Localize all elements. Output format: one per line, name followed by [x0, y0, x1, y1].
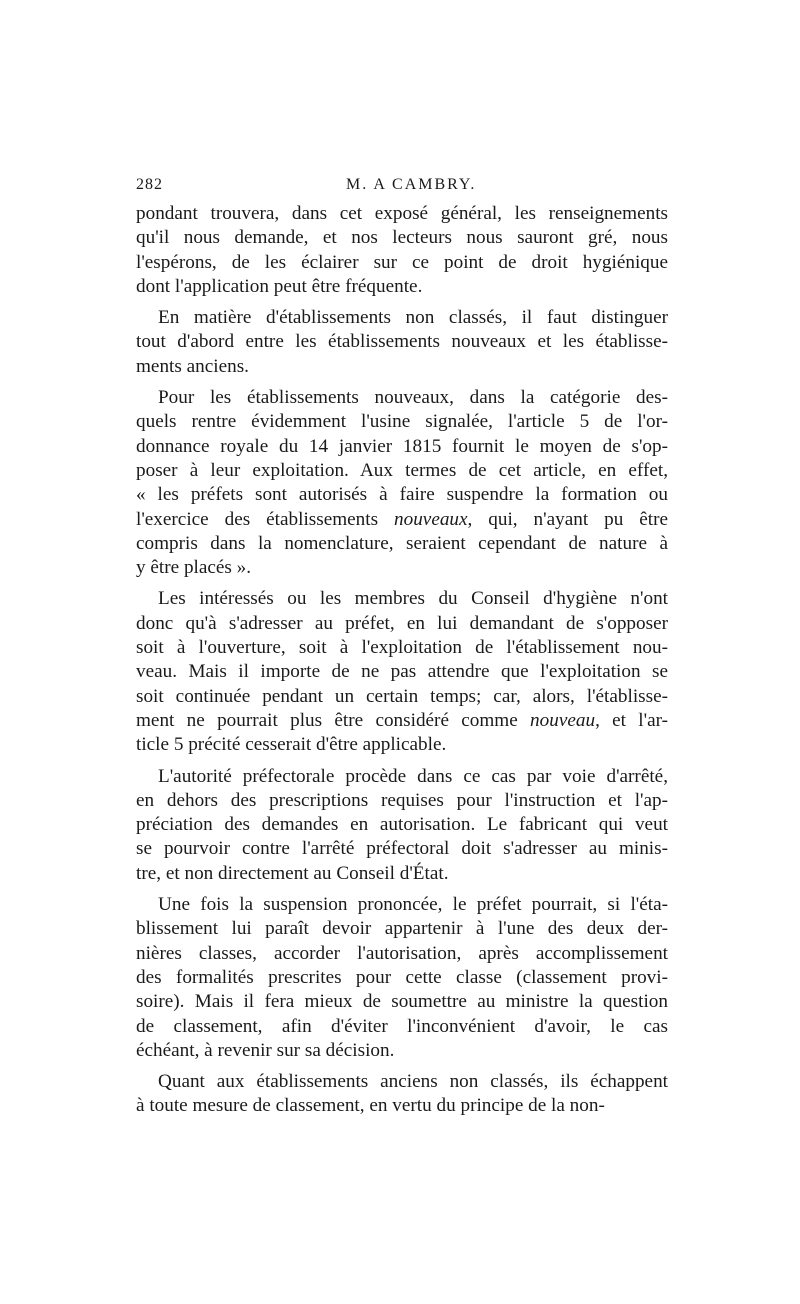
text-line: l'espérons, de les éclairer sur ce point de droit hygiénique: [136, 251, 668, 273]
running-title: M. A CAMBRY.: [346, 176, 477, 193]
text-line: ticle 5 précité cesserait d'être applicable.: [136, 734, 447, 756]
text-line: soit continuée pendant un certain temps; car, alors, l'établisse-: [136, 685, 668, 707]
text-line: donnance royale du 14 janvier 1815 fournit le moyen de s'op-: [136, 435, 668, 457]
text-line: l'exercice des établissements nouveaux, qui, n'ayant pu être: [136, 508, 668, 530]
text-line: ments anciens.: [136, 355, 249, 377]
text-line: à toute mesure de classement, en vertu du principe de la non-: [136, 1095, 605, 1117]
page: [136, 176, 668, 1126]
text-line: soit à l'ouverture, soit à l'exploitation de l'établissement nou-: [136, 637, 668, 659]
text-line: poser à leur exploitation. Aux termes de cet article, en effet,: [136, 459, 668, 481]
text-line: soire). Mais il fera mieux de soumettre au ministre la question: [136, 991, 668, 1013]
text-line: dont l'application peut être fréquente.: [136, 275, 423, 297]
paragraph: [136, 893, 668, 1063]
text-line: qu'il nous demande, et nos lecteurs nous sauront gré, nous: [136, 227, 668, 249]
paragraph: [136, 202, 668, 299]
text-line: nières classes, accorder l'autorisation, après accomplissement: [136, 942, 668, 964]
paragraph: [136, 386, 668, 580]
text-line: préciation des demandes en autorisation. Le fabricant qui veut: [136, 814, 668, 836]
text-line: y être placés ».: [136, 557, 252, 579]
text-line: pondant trouvera, dans cet exposé général, les renseignements: [136, 203, 668, 224]
body-text: [136, 202, 668, 1119]
text-line: L'autorité préfectorale procède dans ce cas par voie d'arrêté,: [158, 765, 668, 787]
text-line: veau. Mais il importe de ne pas attendre que l'exploitation se: [136, 661, 668, 683]
paragraph: [136, 587, 668, 757]
text-line: échéant, à revenir sur sa décision.: [136, 1039, 395, 1061]
text-line: « les préfets sont autorisés à faire suspendre la formation ou: [136, 484, 668, 506]
text-line: quels rentre évidemment l'usine signalée, l'article 5 de l'or-: [136, 411, 668, 433]
text-line: en dehors des prescriptions requises pour l'instruction et l'ap-: [136, 789, 668, 811]
emphasis: nouveaux: [394, 508, 468, 530]
emphasis: nouveau: [530, 709, 596, 731]
text-line: tout d'abord entre les établissements nouveaux et les établisse-: [136, 331, 668, 353]
paragraph: [136, 765, 668, 886]
text-line: tre, et non directement au Conseil d'État.: [136, 862, 449, 884]
text-line: Les intéressés ou les membres du Conseil d'hygiène n'ont: [158, 588, 668, 610]
text-line: blissement lui paraît devoir appartenir à l'une des deux der-: [136, 918, 668, 940]
text-line: En matière d'établissements non classés, il faut distinguer: [158, 307, 668, 329]
text-line: Une fois la suspension prononcée, le préfet pourrait, si l'éta-: [158, 894, 668, 916]
text-line: de classement, afin d'éviter l'inconvénient d'avoir, le cas: [136, 1015, 668, 1037]
text-line: Pour les établissements nouveaux, dans la catégorie des-: [158, 387, 668, 409]
text-line: donc qu'à s'adresser au préfet, en lui demandant de s'opposer: [136, 612, 668, 634]
page-number: 282: [136, 176, 163, 193]
paragraph: [136, 306, 668, 379]
text-line: se pourvoir contre l'arrêté préfectoral doit s'adresser au minis-: [136, 838, 668, 860]
text-line: Quant aux établissements anciens non classés, ils échappent: [158, 1071, 668, 1093]
text-line: des formalités prescrites pour cette classe (classement provi-: [136, 966, 668, 988]
running-head: [136, 176, 668, 202]
text-line: compris dans la nomenclature, seraient cependant de nature à: [136, 532, 668, 554]
text-line: ment ne pourrait plus être considéré comme nouveau, et l'ar-: [136, 709, 669, 731]
paragraph: [136, 1070, 668, 1119]
